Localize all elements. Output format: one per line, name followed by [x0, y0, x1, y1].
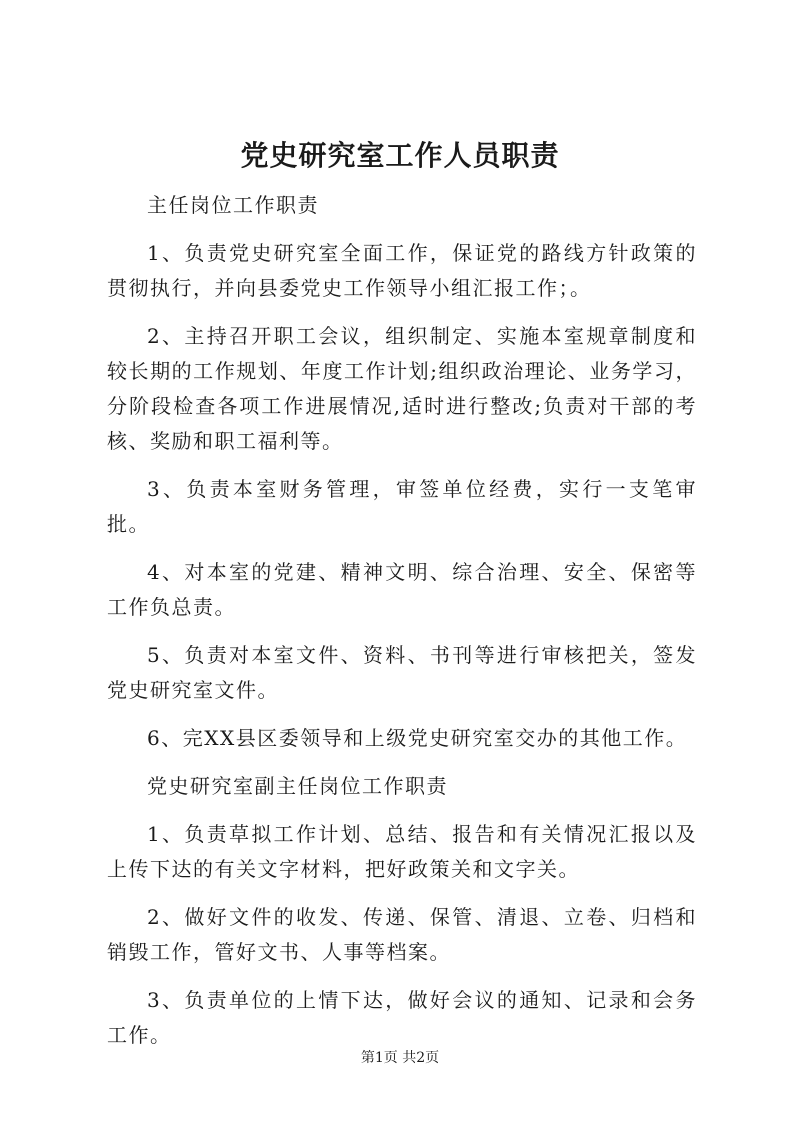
paragraph: 2、主持召开职工会议，组织制定、实施本室规章制度和较长期的工作规划、年度工作计划;组织政治理论、业务学习，分阶段检查各项工作进展情况,适时进行整改;负责对干部的考核、奖励和职工福利等。 [107, 324, 697, 453]
document-body [107, 188, 697, 1066]
paragraph: 3、负责单位的上情下达，做好会议的通知、记录和会务工作。 [107, 988, 697, 1047]
paragraph: 2、做好文件的收发、传递、保管、清退、立卷、归档和销毁工作，管好文书、人事等档案。 [107, 905, 697, 964]
paragraph: 1、负责草拟工作计划、总结、报告和有关情况汇报以及上传下达的有关文字材料，把好政策关和文字关。 [107, 822, 697, 881]
paragraph: 4、对本室的党建、精神文明、综合治理、安全、保密等工作负总责。 [107, 560, 697, 619]
paragraph: 6、完XX县区委领导和上级党史研究室交办的其他工作。 [147, 726, 688, 750]
document-title: 党史研究室工作人员职责 [240, 139, 560, 172]
paragraph: 5、负责对本室文件、资料、书刊等进行审核把关，签发党史研究室文件。 [107, 643, 697, 702]
page-number-footer: 第1页 共2页 [360, 1050, 440, 1066]
section-heading-deputy-director: 党史研究室副主任岗位工作职责 [147, 774, 448, 798]
paragraph: 3、负责本室财务管理，审签单位经费，实行一支笔审批。 [107, 477, 697, 536]
section-heading-director: 主任岗位工作职责 [147, 193, 319, 217]
paragraph: 1、负责党史研究室全面工作，保证党的路线方针政策的贯彻执行，并向县委党史工作领导小组汇报工作；。 [107, 241, 697, 300]
